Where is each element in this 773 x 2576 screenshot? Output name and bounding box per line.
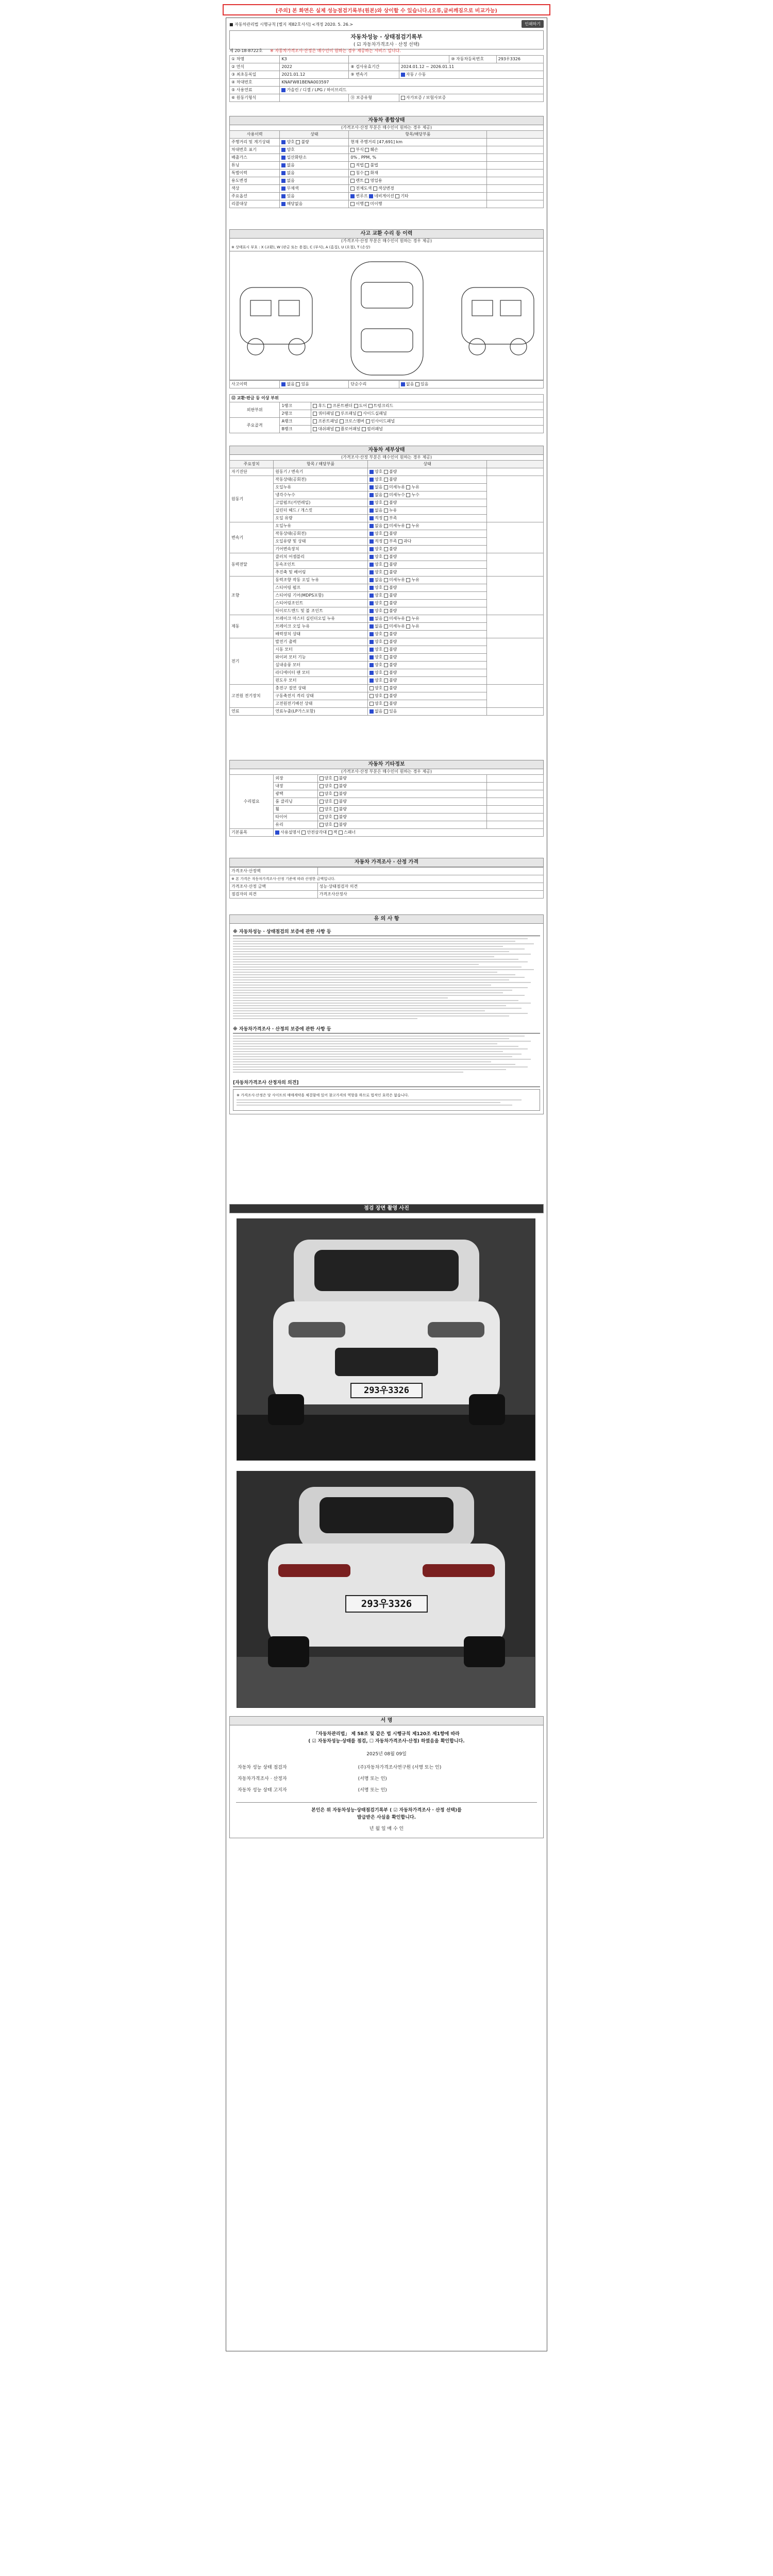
label-first-reg: ③ 최초등록일 — [230, 71, 280, 79]
row-tire: 타이어 — [274, 814, 317, 821]
car-front-image — [237, 1219, 535, 1461]
value-first-reg: 2021.01.12 — [280, 71, 349, 79]
main-frame-label: 주요골격 — [230, 418, 280, 433]
outer-rank2: 2랭크 — [280, 410, 311, 418]
outer-rank1: 1랭크 — [280, 402, 311, 410]
notes-text-2 — [233, 1036, 540, 1073]
inspector-row2-label: 점검자의 의견 — [230, 891, 318, 899]
title-block — [229, 30, 544, 49]
license-plate-rear: 293우3326 — [345, 1595, 428, 1613]
damage-legend: ※ 상태표시 부호 : X (교환), W (판금 또는 용접), C (부식), A (흠집), U (요철), T (손상) — [229, 244, 544, 251]
price-service-notice: ※ 자동차가격조사·산정은 매수인이 원하는 경우 제공하는 서비스 입니다. — [270, 48, 401, 53]
signature-date: 2025년 08월 09일 — [366, 1752, 407, 1757]
col-item: 항목 / 해당부품 — [274, 461, 368, 468]
label-vin: ④ 차대번호 — [230, 79, 280, 87]
notes-text-1 — [233, 938, 540, 1019]
price-label: 가격조사·산정액 — [230, 868, 318, 875]
label-engine-type: ⑥ 원동기형식 — [230, 94, 280, 102]
notes-opinion-title: [자동차가격조사 산정자의 의견] — [233, 1078, 540, 1087]
row-wheel: 휠 — [274, 806, 317, 814]
damage-title: 사고 교환 수리 등 이력 — [229, 229, 544, 239]
buyer-line-1: 본인은 위 자동차성능·상태점검기록부 ( ☑ 자동차가격조사 · 산정 선택)를 — [311, 1808, 462, 1813]
basic-info-table — [229, 55, 544, 102]
notes-opinion-box — [233, 1089, 540, 1111]
doc-number-row — [229, 48, 544, 54]
sig-notifier-label: 자동차 성능 상태 고지자 — [238, 1788, 287, 1793]
label-warranty: ⑪ 보증유형 — [349, 94, 399, 102]
notes-price-title: ※ 자동차가격조사 · 산정의 보증에 관한 사항 등 — [233, 1024, 540, 1033]
row-vin-mark: 차대번호 표기 — [230, 146, 280, 154]
notes-warranty-title: ※ 자동차성능 · 상태점검의 보증에 관한 사항 등 — [233, 927, 540, 936]
row-interior: 내장 — [274, 783, 317, 790]
row-glass: 유리 — [274, 821, 317, 829]
label-empty — [349, 56, 399, 63]
sig-inspector-label: 자동차 성능 상태 점검자 — [238, 1765, 287, 1770]
accident-value: 없음 있음 — [280, 381, 349, 388]
row-color: 색상 — [230, 185, 280, 193]
car-diagram-area — [229, 251, 544, 380]
doc-number: 제 20-18-8722호 — [229, 48, 263, 53]
damage-section — [229, 229, 544, 388]
notes-title: 유 의 사 항 — [229, 914, 544, 924]
row-emission: 배출가스 — [230, 154, 280, 162]
notes-section — [229, 914, 544, 1114]
sig-pricer-value: (서명 또는 인) — [358, 1776, 387, 1782]
detail-section: 자동차 세부상태 (가격조사·산정 부분은 매수인이 원하는 경우 제공) 주요장치 항목 / 해당부품 상태 자기진단 원동기 / 변속기 양호 불량 원동기 작동상태(공회전) 양호 불량 오일누유 없음 미세누유 누유 냉각수누수 없음 미세누수 누수 고압펌프(커먼레일) 양호 불량 실린더 헤드 / 개스킷 없음 누유 오일 유량 적정 부족 변속기 오일누유 없음 미세누유 누유 작동상태(공회전) 양호 불량 오일유량 및 상태 적정 부족 과다 기어변속장치 양호 불량 동력전달 클러치 어셈블리 양호 불량 등속조인트 양호 불량 추진축 및 베어링 양호 불량 조향 동력조향 작동 오일 누유 없음 미세누유 누유 스티어링 펌프 양호 불량 스티어링 기어(MDPS포함) 양호 불량 스티어링조인트 양호 불량 타이로드엔드 및 볼 조인트 양호 불량 제동 브레이크 마스터 실린더오일 누유 없음 미세누유 누유 브레이크 오일 누유 없음 미세누유 누유 배력장치 상태 양호 불량 전기 발전기 출력 양호 불량 시동 모터 양호 불량 와이퍼 모터 기능 양호 불량 실내송풍 모터 양호 불량 라디에이터 팬 모터 양호 불량 윈도우 모터 양호 불량 고전원 전기장치 충전구 절연 상태 양호 불량 구동축전지 격리 상태 양호 불량 고전원전기배선 상태 양호 불량 연료 연료누출(LP가스포함) 없음 있음 — [229, 446, 544, 716]
detail-sub: (가격조사·산정 부분은 매수인이 원하는 경우 제공) — [229, 455, 544, 460]
row-special-history: 특별이력 — [230, 170, 280, 177]
label-reg-number: ⑩ 자동차등록번호 — [449, 56, 496, 63]
simple-repair-value: 없음 있음 — [399, 381, 543, 388]
group-brake: 제동 — [230, 615, 274, 638]
row-options: 주요옵션 — [230, 193, 280, 200]
label-fuel: ⑤ 사용연료 — [230, 87, 280, 94]
value-vin: KNAFW81BENA003597 — [280, 79, 544, 87]
value-transmission: 자동 / 수동 — [399, 71, 543, 79]
label-year: ② 연식 — [230, 63, 280, 71]
buyer-line-3: 년 월 일 매 수 인 — [369, 1826, 404, 1832]
signature-statement-1: 「자동차관리법」 제 58조 및 같은 법 시행규칙 제120조 제1항에 따라 — [313, 1732, 460, 1737]
group-transmission: 변속기 — [230, 522, 274, 553]
signature-table — [236, 1762, 537, 1796]
value-empty — [399, 56, 449, 63]
value-warranty: 자가보증 / 보험사보증 — [399, 94, 543, 102]
other-info-sub: (가격조사·산정 부분은 매수인이 원하는 경우 제공) — [229, 769, 544, 774]
group-drivetrain: 동력전달 — [230, 553, 274, 577]
damage-sub: (가격조사·산정 부분은 매수인이 원하는 경우 제공) — [229, 239, 544, 244]
value-fuel: 가솔린 / 디젤 / LPG / 하이브리드 — [280, 87, 544, 94]
print-button[interactable]: 인쇄하기 — [522, 20, 544, 28]
group-steering: 조향 — [230, 577, 274, 615]
license-plate-front: 293우3326 — [350, 1383, 423, 1398]
inspection-record-document — [226, 18, 547, 2351]
accident-label: 사고이력 — [230, 381, 280, 388]
overall-state-sub: (가격조사·산정 부분은 매수인이 원하는 경우 제공) — [229, 125, 544, 130]
mileage-status: 양호 불량 — [280, 139, 349, 146]
car-rear-image — [237, 1471, 535, 1708]
price-title: 자동차 가격조사 · 산정 가격 — [229, 858, 544, 867]
value-car-name: K3 — [280, 56, 349, 63]
row-tuning: 튜닝 — [230, 162, 280, 170]
row-use-change: 용도변경 — [230, 177, 280, 185]
signature-statement-2: ( ☑ 자동차성능·상태를 점검, ☐ 자동차가격조사·산정) 하였음을 확인합니다. — [308, 1739, 465, 1744]
label-validity: ⑧ 검사유효기간 — [349, 63, 399, 71]
panel-section: ⑫ 교환·판금 등 이상 부위 외판부위 1랭크 후드 프론트펜더 도어 트렁크리드 2랭크 쿼터패널 루프패널 사이드실패널 주요골격 A랭크 프론트패널 크로스멤버 인사이드패널 B랭크 대쉬패널 플로어패널 필러패널 — [229, 394, 544, 433]
outer-panels-label: 외판부위 — [230, 402, 280, 418]
row-exterior: 외장 — [274, 775, 317, 783]
other-info-section: 자동차 기타정보 (가격조사·산정 부분은 매수인이 원하는 경우 제공) 수리필요 외장 양호 불량 내장 양호 불량 광택 양호 불량 룸 클리닝 양호 불량 휠 양호 불량 타이어 양호 불량 유리 양호 불량 기본품목 사용설명서 안전삼각대 잭 스패너 — [229, 760, 544, 837]
sig-pricer-label: 자동차가격조사 · 산정자 — [238, 1776, 287, 1782]
other-info-title: 자동차 기타정보 — [229, 760, 544, 769]
label-car-name: ① 차명 — [230, 56, 280, 63]
price-section — [229, 858, 544, 899]
inspection-photo-rear — [237, 1471, 535, 1708]
document-subtitle: ( ☑ 자동차가격조사 · 산정 선택) — [354, 42, 419, 47]
value-validity: 2024.01.12 ~ 2026.01.11 — [399, 63, 543, 71]
label-transmission: ⑨ 변속기 — [349, 71, 399, 79]
row-cleaning: 룸 클리닝 — [274, 798, 317, 806]
signature-section — [229, 1716, 544, 1838]
inspector-row1-value: 성능·상태점검자 의견 — [317, 883, 543, 891]
buyer-confirmation — [236, 1802, 537, 1833]
sig-notifier-value: (서명 또는 인) — [358, 1788, 387, 1793]
col-usage: 사용이력 — [230, 131, 280, 139]
col-device: 주요장치 — [230, 461, 274, 468]
price-value — [317, 868, 543, 875]
opinion-note: ※ 가격조사·산정은 당 사이트의 매매계약을 체결함에 있어 참고가격의 역할을 하므로 법적인 효력은 없습니다. — [237, 1093, 409, 1097]
row-gloss: 광택 — [274, 790, 317, 798]
signature-title: 서 명 — [229, 1716, 544, 1725]
col-status: 상태 — [280, 131, 349, 139]
group-hv-electric: 고전원 전기장치 — [230, 685, 274, 708]
group-fuel: 연료 — [230, 708, 274, 716]
warning-banner: [주의] 본 화면은 실제 성능점검기록부(원본)와 상이할 수 있습니다.(오류,글씨깨짐으로 비교가능) — [223, 4, 550, 15]
value-reg-number: 293우3326 — [496, 56, 543, 63]
buyer-line-2: 발급받은 사실을 확인합니다. — [357, 1815, 416, 1820]
form-number: ■ 자동차관리법 시행규칙 [별지 제82호서식] <개정 2020. 5. 26.> — [229, 22, 354, 27]
value-year: 2022 — [280, 63, 349, 71]
notes-body — [229, 924, 544, 1114]
inspector-row2-value: 가격조사산정사 — [317, 891, 543, 899]
group-engine: 원동기 — [230, 476, 274, 522]
car-diagrams — [230, 251, 544, 380]
col-price — [487, 131, 544, 139]
value-engine-type — [280, 94, 349, 102]
row-mileage: 주행거리 및 계기상태 — [230, 139, 280, 146]
form-header — [229, 20, 544, 28]
group-electric: 전기 — [230, 638, 274, 685]
col-state: 상태 — [367, 461, 486, 468]
simple-repair-label: 단순수리 — [349, 381, 399, 388]
sig-inspector-value: (주)자동차가격조사연구원 (서명 또는 인) — [358, 1765, 442, 1770]
signature-body — [229, 1725, 544, 1838]
price-note: ※ 본 가격은 자동차가격조사·산정 기준에 따라 산정한 금액입니다. — [230, 875, 544, 883]
mileage-value-cell: 현재 주행거리 [47,691] km — [349, 139, 487, 146]
inspector-row1-label: 가격조사·산정 금액 — [230, 883, 318, 891]
group-self-diag: 자기진단 — [230, 468, 274, 476]
photo-title: 점검 장면 촬영 사진 — [229, 1204, 544, 1213]
col-detail: 항목/해당부품 — [349, 131, 487, 139]
row-basic-items: 기본품목 — [230, 829, 274, 837]
panels-title: ⑫ 교환·판금 등 이상 부위 — [230, 395, 544, 402]
photo-section-header — [229, 1204, 544, 1213]
document-title: 자동차성능 · 상태점검기록부 — [350, 33, 423, 40]
overall-state-title: 자동차 종합상태 — [229, 116, 544, 125]
row-recall: 리콜대상 — [230, 200, 280, 208]
inspection-photo-front — [237, 1218, 535, 1461]
detail-title: 자동차 세부상태 — [229, 446, 544, 455]
overall-state-section: 자동차 종합상태 (가격조사·산정 부분은 매수인이 원하는 경우 제공) 사용이력 상태 항목/해당부품 주행거리 및 계기상태 양호 불량 현재 주행거리 [47,691] km 차대번호 표기 양호 부식 훼손 배출가스 일산화탄소 0% , PPM, % 튜닝 없음 적법 불법 특별이력 없음 침수 화재 용도변경 없음 렌트 영업용 색상 무채색 전체도색 색상변경 주요옵션 있음 썬루프 네비게이션 기타 리콜대상 해당없음 이행 미이행 — [229, 116, 544, 208]
